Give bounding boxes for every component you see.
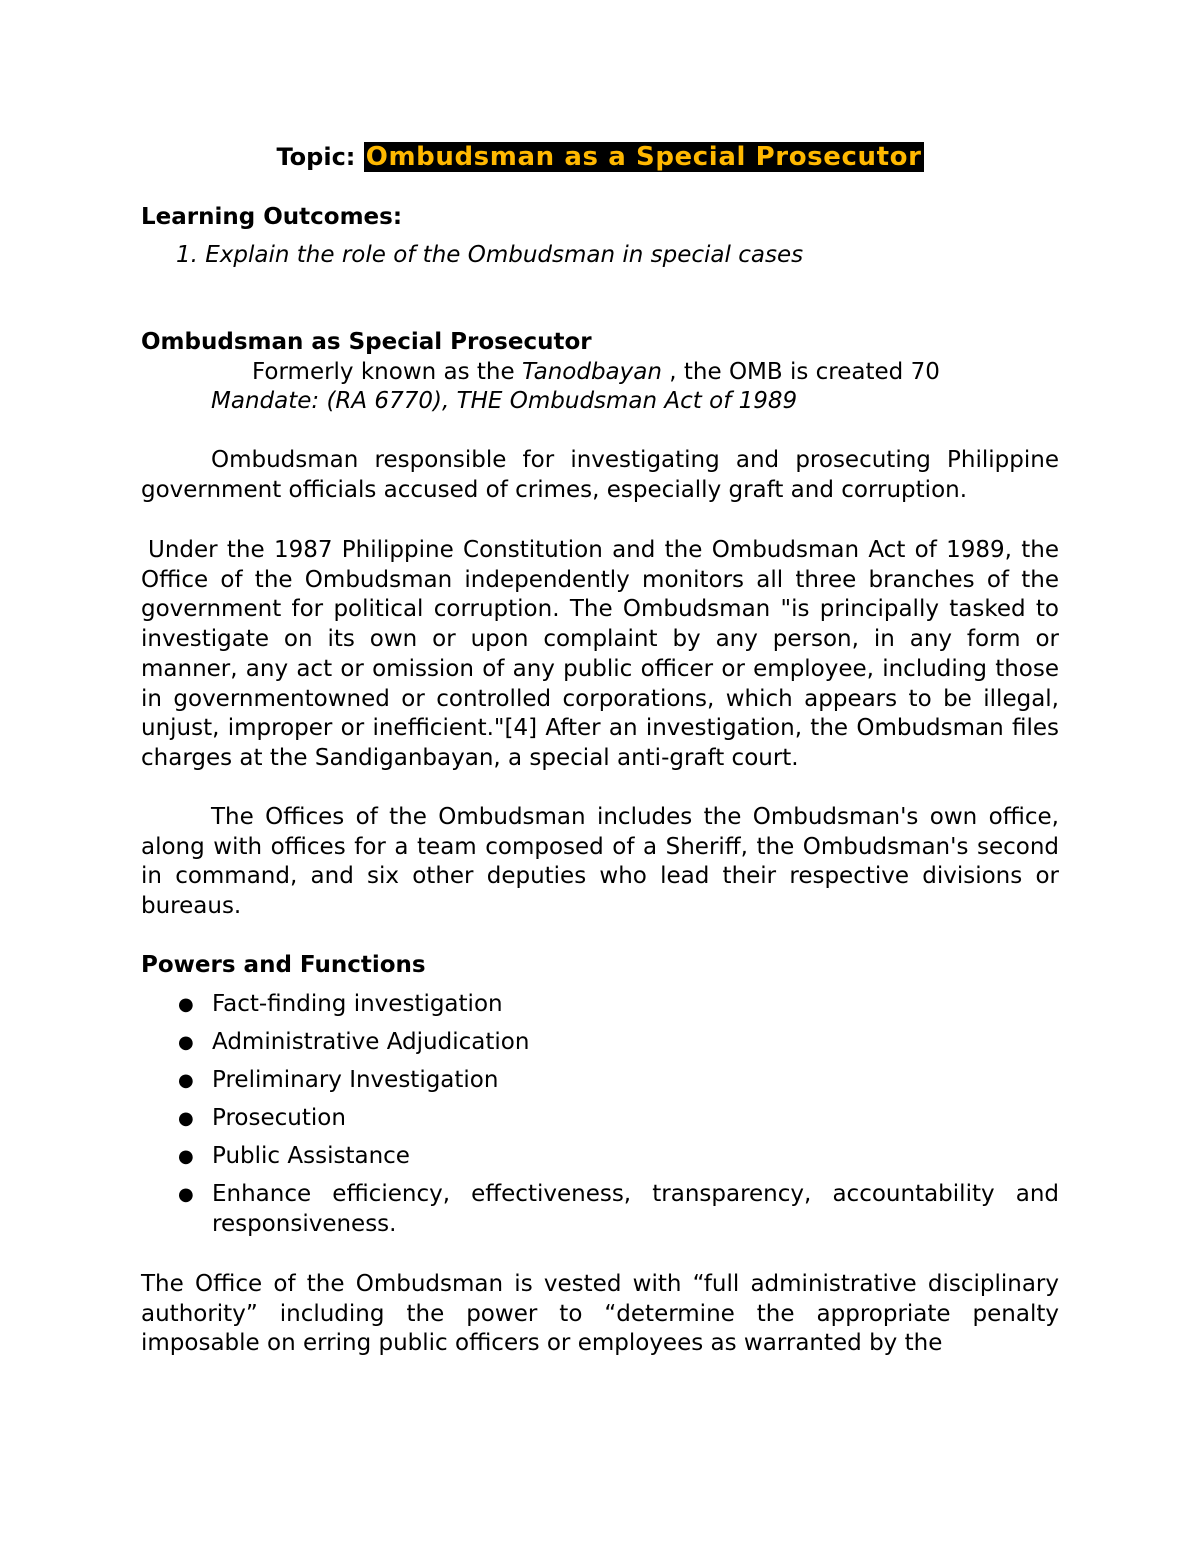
paragraph-responsibilities: Ombudsman responsible for investigating and prosecuting Philippine government officials accused of crimes, especially graft and corruption. <box>141 447 1059 503</box>
mandate-line: Mandate: (RA 6770), THE Ombudsman Act of 1989 <box>211 388 798 414</box>
list-item <box>141 1028 1059 1058</box>
bullet-icon: ● <box>178 1032 194 1053</box>
topic-line <box>141 140 1059 174</box>
section-heading-special-prosecutor: Ombudsman as Special Prosecutor <box>141 329 592 355</box>
formerly-known-line <box>252 358 1170 388</box>
tanodbayan-term: Tanodbayan <box>521 359 662 385</box>
formerly-prefix: Formerly known as the <box>252 359 522 385</box>
bullet-icon: ● <box>178 994 194 1015</box>
powers-functions-heading: Powers and Functions <box>141 952 426 978</box>
formerly-suffix: , the OMB is created 70 <box>661 359 940 385</box>
bullet-icon: ● <box>178 1108 194 1129</box>
bullet-icon: ● <box>178 1146 194 1167</box>
paragraph-constitution: Under the 1987 Philippine Constitution and the Ombudsman Act of 1989, the Office of the Ombudsman independently monitors all three branches of the government for political corruption. The Ombudsman "is principally tasked to investigate on its own or upon complaint by any person, in any form or manner, any act or omission of any public officer or employee, including those in governmentowned or controlled corporations, which appears to be illegal, unjust, improper or inefficient."[4] After an investigation, the Ombudsman files charges at the Sandiganbayan, a special anti-graft court. <box>141 537 1059 771</box>
topic-title: Ombudsman as a Special Prosecutor <box>365 142 922 172</box>
list-item <box>141 1180 1059 1239</box>
paragraph-disciplinary-authority: The Office of the Ombudsman is vested with “full administrative disciplinary authority” including the power to “determine the appropriate penalty imposable on erring public officers or employees as warranted by the <box>141 1271 1059 1357</box>
list-item <box>141 990 1059 1020</box>
learning-outcomes-heading: Learning Outcomes: <box>141 204 403 230</box>
list-item <box>141 1066 1059 1096</box>
bullet-icon: ● <box>178 1070 194 1091</box>
list-item-text: Public Assistance <box>212 1143 410 1169</box>
learning-outcome-item: 1. Explain the role of the Ombudsman in special cases <box>176 242 804 268</box>
bullet-icon: ● <box>178 1184 194 1205</box>
list-item-text: Administrative Adjudication <box>212 1029 530 1055</box>
list-item <box>141 1104 1059 1134</box>
list-item <box>141 1142 1059 1172</box>
paragraph-offices: The Offices of the Ombudsman includes the Ombudsman's own office, along with offices for a team composed of a Sheriff, the Ombudsman's second in command, and six other deputies who lead their respective divisions or bureaus. <box>141 804 1059 920</box>
list-item-text: Fact-finding investigation <box>212 991 503 1017</box>
list-item-text: Enhance efficiency, effectiveness, transparency, accountability and responsiveness. <box>212 1181 1059 1237</box>
list-item-text: Prosecution <box>212 1105 346 1131</box>
powers-list <box>141 990 1059 1248</box>
list-item-text: Preliminary Investigation <box>212 1067 499 1093</box>
topic-label: Topic: <box>276 143 356 171</box>
